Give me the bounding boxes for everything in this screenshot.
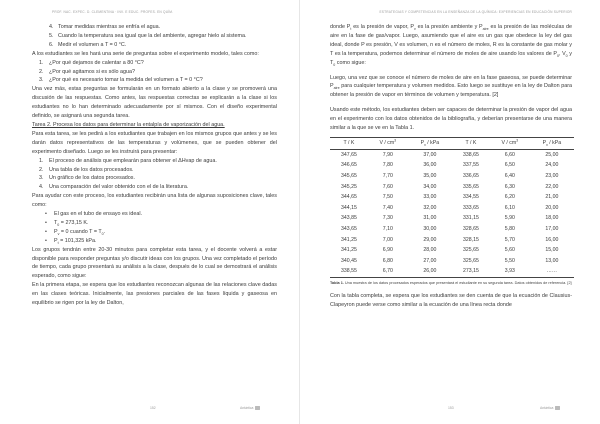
table-row (330, 256, 574, 267)
table-cell: 334,55 (462, 194, 479, 201)
table-cell: 338,65 (462, 151, 479, 158)
table-cell: 20,00 (545, 204, 559, 211)
table-cell: 15,00 (545, 247, 559, 254)
publisher-logo-icon (255, 406, 260, 410)
table-cell: 6,10 (504, 204, 515, 211)
table-cell: 325,65 (462, 247, 479, 254)
running-head-right: ESTRATEGIAS Y COMPETENCIAS EN LA ENSEÑANZA DE LA QUÍMICA: EXPERIENCIAS EN EDUCACIÓN SUPERIOR (379, 10, 572, 14)
step-item: 5. Cuando la temperatura sea igual que la del ambiente, agregar hielo al sistema. (49, 32, 247, 39)
bullet-icon: • (45, 211, 47, 218)
table-cell: 343,85 (341, 215, 357, 222)
table-cell: 331,15 (462, 215, 479, 222)
paragraph-dalton: donde $P_t$ es la presión de vapor, $P_v$ es la presión ambiente y $P_{aire}$ es la presión de las moléculas de aire en la fase de gas/vapor. Luego, asumiendo que el aire es un gas que obedece la ley del gas ideal, donde P es presión, V es volumen, n es el número de moles, R es la constante de gas molar y T es la temperatura, podemos determinar el número de moles de aire usando los valores de $P_0$, $V_0$ y $T_0$ como sigue: (330, 24, 572, 67)
question-item: 2. ¿Por qué agitamos si es sólo agua? (39, 68, 136, 75)
table-cell: 328,15 (462, 236, 479, 243)
table-cell: 338,55 (330, 267, 368, 278)
table-cell: 7,10 (382, 225, 393, 232)
col-header-pressure: $P_v$ / kPa (530, 137, 574, 149)
table-cell: 6,90 (382, 247, 393, 254)
task2-heading: Tarea 2. Procesa los datos para determinar la entalpía de vaporización del agua. (32, 121, 225, 128)
table-cell: 28,00 (423, 247, 437, 254)
table-cell: 7,40 (382, 204, 393, 211)
table-cell: 347,65 (341, 151, 357, 158)
table-cell: 6,30 (504, 183, 515, 190)
table-cell: 341,25 (341, 236, 357, 243)
step-item: 4. Tomar medidas mientras se enfría el agua. (49, 24, 161, 30)
table-row (330, 203, 574, 214)
table-cell: 6,40 (504, 173, 515, 179)
table-cell: 5,80 (504, 225, 515, 232)
table-cell: 343,65 (341, 225, 357, 232)
question-item: 3. ¿Por qué es necesario tomar la medida del volumen a T = 0 °C? (39, 77, 203, 84)
present-item: 1. El proceso de análisis que emplearán para obtener el ΔHvap de agua. (39, 157, 217, 164)
publisher-logo-left: Antártica (240, 406, 260, 410)
data-table (330, 137, 574, 278)
table-cell: 27,00 (423, 257, 437, 264)
page-number-right: 153 (448, 406, 454, 410)
paragraph-task2: Para esta tarea, se les pedirá a los estudiantes que trabajen en los mismos grupos que antes y se les darán datos representativos de las temperaturas y volúmenes, que se pueden obtener del experimento diseñado. Luego se les instruirá para presentar: (32, 130, 277, 155)
table-cell: …… (530, 267, 574, 278)
table-cell: 22,00 (545, 183, 559, 190)
table-cell: 24,00 (545, 162, 559, 169)
table-cell: 344,65 (341, 194, 357, 201)
table-cell: 336,65 (462, 173, 479, 179)
paragraph-groups: Los grupos tendrán entre 20-30 minutos para completar esta tarea, y el docente volverá a estar disponible para responder preguntas y/o discutir ideas con los grupos. Una vez completado el período de tiempo, cada grupo presentará su análisis a la clase, después de lo cual se demostrará el análisis esperado, como sigue: (32, 246, 277, 280)
table-cell: 345,65 (341, 173, 357, 179)
table-cell: 6,80 (382, 257, 393, 264)
publisher-logo-icon (555, 406, 560, 410)
present-item: 4. Una comparación del valor obtenido con el de la literatura. (39, 184, 189, 191)
table-cell: 333,65 (462, 204, 479, 211)
step-item: 6. Medir el volumen a T = 0 °C. (49, 41, 127, 48)
table-cell: 7,90 (382, 151, 393, 158)
table-cell: 7,80 (382, 162, 393, 169)
table-cell: 21,00 (545, 194, 559, 201)
table-row (330, 224, 574, 235)
assumption-item: • El gas en el tubo de ensayo es ideal. (45, 211, 143, 218)
table-cell: 6,50 (504, 162, 515, 169)
table-cell: 35,00 (423, 173, 437, 179)
paragraph-clausius: Con la tabla completa, se espera que los estudiantes se den cuenta de que la ecuación de Clausius-Clapeyron puede verse como similar a la ecuación de una línea recta donde (330, 293, 572, 308)
table-cell: 7,70 (382, 173, 393, 179)
table-body (330, 149, 574, 277)
left-page-content (32, 23, 277, 308)
table-cell: 36,00 (423, 162, 437, 169)
table-row (330, 161, 574, 172)
col-header-temperature: T / K (452, 137, 490, 149)
col-header-temperature: T / K (330, 137, 368, 149)
table-row (330, 235, 574, 246)
table-cell: 7,60 (382, 183, 393, 190)
table-cell: 3,93 (490, 267, 530, 278)
paragraph-intro-questions: A los estudiantes se les hará una serie de preguntas sobre el experimento modelo, tales como: (32, 50, 259, 57)
table-cell: 31,00 (423, 215, 437, 222)
paragraph-discussion: Una vez más, estas preguntas se formularán en un formato abierto a la clase y se promoverá una discusión de las respuestas. Como antes, las respuestas correctas se explicarán a la clase si los estudiantes no lo han determinado adecuadamente por sí mismos. Con el diseño experimental definido, se asignará una segunda tarea. (32, 86, 277, 120)
table-cell: 6,20 (504, 194, 515, 201)
table-row (330, 171, 574, 182)
table-cell: 345,25 (341, 183, 357, 190)
right-page (300, 0, 600, 424)
table-cell: 340,45 (341, 257, 357, 264)
table-cell: 7,00 (382, 236, 393, 243)
question-item: 1. ¿Por qué dejamos de calentar a 80 °C? (39, 59, 144, 66)
col-header-volume: V / $cm^3$ (368, 137, 408, 149)
table-cell: 25,00 (545, 151, 559, 158)
table-row (330, 245, 574, 256)
paragraph-assumptions: Para ayudar con este proceso, los estudiantes recibirán una lista de algunas suposiciones clave, tales como: (32, 193, 277, 209)
table-cell: 30,00 (423, 225, 437, 232)
bullet-icon: • (45, 237, 47, 244)
table-row (330, 214, 574, 225)
table-cell: 5,90 (504, 215, 515, 222)
page-number-left: 152 (150, 406, 156, 410)
present-item: 2. Una tabla de los datos procesados. (39, 166, 134, 173)
table-row (330, 267, 574, 278)
table-cell: 13,00 (545, 257, 559, 264)
table-row (330, 182, 574, 193)
table-cell: 5,50 (504, 257, 515, 264)
assumption-item: • $T_0 = 273,15$ K. (45, 219, 89, 228)
table-cell: 5,70 (504, 236, 515, 243)
paragraph-method: Usando este método, los estudiantes deben ser capaces de determinar la presión de vapor del agua en el experimento con los datos obtenidos de la bibliografía, y deberían presentarse de una manera similar a la que se ve en la Tabla 1. (330, 107, 572, 132)
table-cell: 341,25 (341, 247, 357, 254)
col-header-volume: V / $cm^3$ (490, 137, 530, 149)
running-head-left: PROF. NAC. EXPEC. D. CLEMENTINA · INV. E EDUC. PROFES. EN QUÍM. (52, 10, 174, 14)
assumption-item: • $P_v = 0$ cuando $T = T_0$. (45, 228, 106, 236)
table-cell: 34,00 (423, 183, 437, 190)
table-cell: 26,00 (408, 267, 452, 278)
table-cell: 335,65 (462, 183, 479, 190)
table-cell: 32,00 (423, 204, 437, 211)
table-caption: Tabla 1. Una muestra de los datos procesados esperados que presentará el estudiante en su segunda tarea. Datos obtenidos de referencia. [2] (330, 281, 572, 286)
table-cell: 23,00 (545, 173, 559, 179)
table-row (330, 149, 574, 160)
table-cell: 346,65 (341, 162, 357, 169)
paragraph-moles: Luego, una vez que se conoce el número de moles de aire en la fase gaseosa, se puede determinar $P_{aire}$ para cualquier temperatura y volumen medidos. Esto luego se sustituye en la ley de Dalton para obtener la presión de vapor en términos de volumen y temperatura. [2] (330, 74, 572, 99)
table-cell: 16,00 (545, 236, 559, 243)
table-header-row (330, 137, 574, 149)
table-cell: 328,65 (462, 225, 479, 232)
table-cell: 18,00 (545, 215, 559, 222)
table-cell: 6,60 (504, 151, 515, 158)
table-cell: 337,55 (462, 162, 479, 169)
bullet-icon: • (45, 219, 47, 226)
assumption-item: • $P_t = 101,325$ kPa. (45, 237, 97, 245)
right-page-content (330, 23, 572, 310)
table-cell: 6,70 (368, 267, 408, 278)
paragraph-first-stage: En la primera etapa, se espera que los estudiantes reconozcan algunas de las relaciones clave dadas en las clases teóricas. Inicialmente, las presiones parciales de las fases líquida y gaseosa en equilibrio se rigen por la ley de Dalton, (32, 282, 277, 307)
publisher-logo-right: Antártica (540, 406, 560, 410)
table-cell: 37,00 (423, 151, 437, 158)
table-cell: 273,15 (452, 267, 490, 278)
table-cell: 33,00 (423, 194, 437, 201)
col-header-pressure: $P_v$ / kPa (408, 137, 452, 149)
table-cell: 5,60 (504, 247, 515, 254)
present-item: 3. Un gráfico de los datos procesados. (39, 175, 136, 182)
table-cell: 344,15 (341, 204, 357, 211)
bullet-icon: • (45, 228, 47, 235)
table-cell: 7,50 (382, 194, 393, 201)
table-row (330, 192, 574, 203)
table-cell: 17,00 (545, 225, 559, 232)
table-cell: 7,30 (382, 215, 393, 222)
table-cell: 325,65 (462, 257, 479, 264)
table-cell: 29,00 (423, 236, 437, 243)
